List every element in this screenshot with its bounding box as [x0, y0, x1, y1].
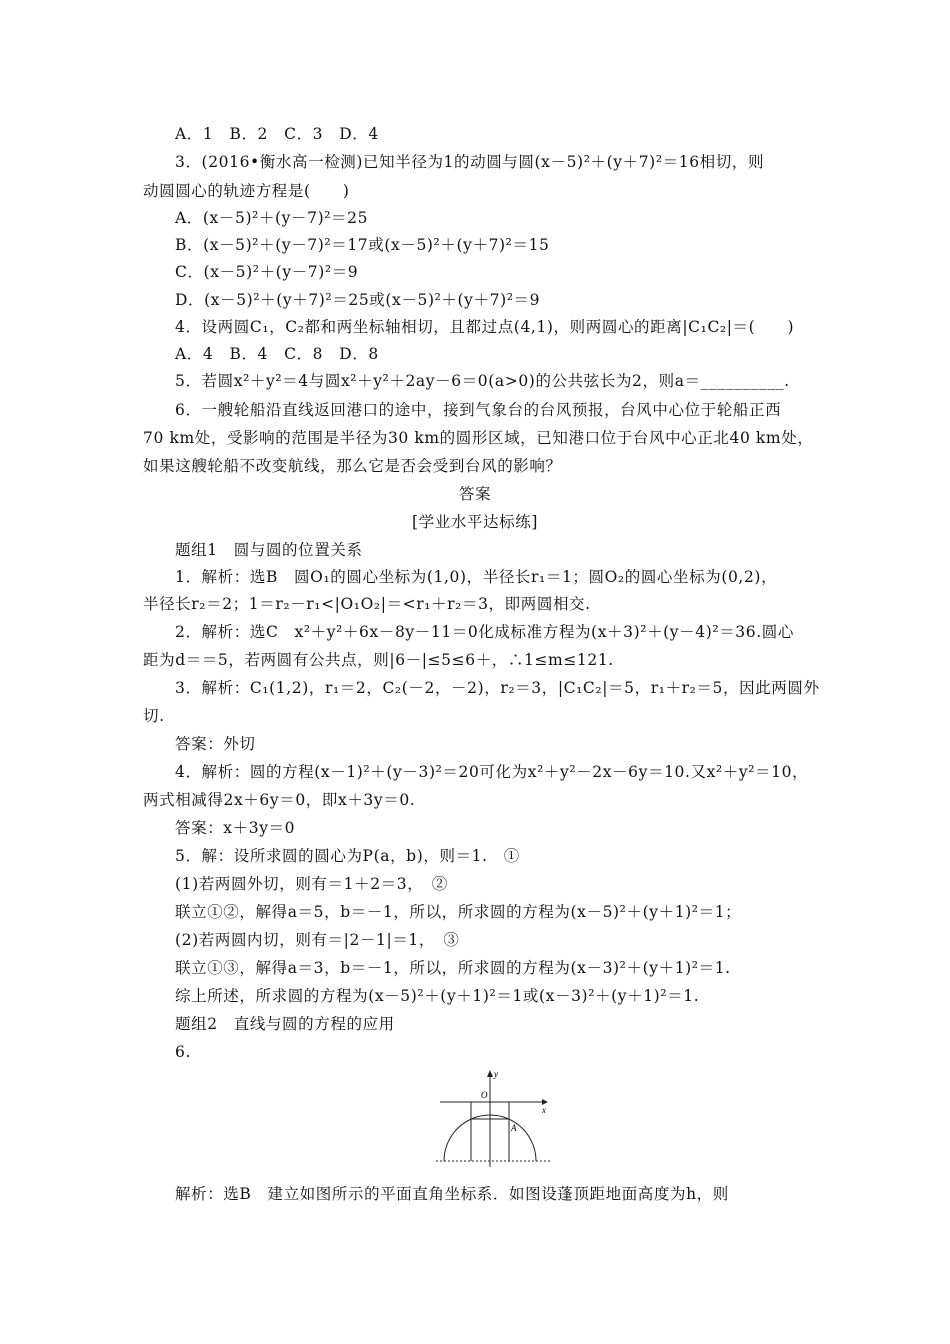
- x-axis-label: x: [542, 1105, 546, 1115]
- text-line: 切.: [143, 707, 165, 725]
- solution-6: 解析：选B 建立如图所示的平面直角坐标系．如图设蓬顶距地面高度为h，则: [175, 1185, 729, 1203]
- solution-5: 5．解：设所求圆的圆心为P(a，b)，则＝1. ①: [175, 847, 520, 865]
- origin-label: O: [481, 1090, 488, 1100]
- text-line: 联立①②，解得a＝5，b＝－1，所以，所求圆的方程为(x－5)²＋(y＋1)²＝1；: [175, 903, 742, 921]
- option-c: C．(x－5)²＋(y－7)²＝9: [175, 263, 359, 281]
- point-a-label: A: [511, 1123, 517, 1133]
- option-d: D．(x－5)²＋(y＋7)²＝25或(x－5)²＋(y＋7)²＝9: [175, 291, 541, 309]
- text-line: A．4 B．4 C．8 D．8: [175, 345, 379, 363]
- text-line: 6.: [175, 1043, 191, 1061]
- coordinate-figure: [430, 1065, 552, 1171]
- text-line: 半径长r₂＝2；1＝r₂－r₁<|O₁O₂|＝<r₁＋r₂＝3，即两圆相交.: [143, 595, 591, 613]
- section-heading: [学业水平达标练]: [412, 513, 538, 531]
- solution-1: 1．解析：选B 圆O₁的圆心坐标为(1,0)，半径长r₁＝1；圆O₂的圆心坐标为(0,2)，: [175, 568, 778, 586]
- text-line: (1)若两圆外切，则有＝1＋2＝3， ②: [175, 875, 448, 893]
- question-4-stem: 4．设两圆C₁，C₂都和两坐标轴相切，且都过点(4,1)，则两圆心的距离|C₁C₂|＝( ): [175, 318, 795, 336]
- group-heading: 题组1 圆与圆的位置关系: [175, 541, 363, 559]
- group-heading: 题组2 直线与圆的方程的应用: [175, 1015, 395, 1033]
- solution-4: 4．解析：圆的方程(x－1)²＋(y－3)²＝20可化为x²＋y²－2x－6y＝10.又x²＋y²＝10，: [175, 763, 809, 781]
- question-5-stem: 5．若圆x²＋y²＝4与圆x²＋y²＋2ay－6＝0(a>0)的公共弦长为2，则a＝__________.: [175, 372, 790, 390]
- text-line: 如果这艘轮船不改变航线，那么它是否会受到台风的影响？: [143, 457, 562, 475]
- answer-line: 答案：外切: [175, 735, 256, 753]
- answer-line: 答案：x＋3y＝0: [175, 819, 296, 837]
- y-axis-label: y: [494, 1069, 498, 1079]
- option-b: B．(x－5)²＋(y－7)²＝17或(x－5)²＋(y＋7)²＝15: [175, 236, 550, 254]
- text-line: 距为d＝＝5，若两圆有公共点，则|6－|≤5≤6＋，∴1≤m≤121.: [143, 651, 614, 669]
- text-line: 动圆圆心的轨迹方程是( ): [143, 182, 350, 200]
- text-line: 联立①③，解得a＝3，b＝－1，所以，所求圆的方程为(x－3)²＋(y＋1)²＝1.: [175, 959, 731, 977]
- text-line: 两式相减得2x＋6y＝0，即x＋3y＝0.: [143, 791, 416, 809]
- solution-2: 2．解析：选C x²＋y²＋6x－8y－11＝0化成标准方程为(x＋3)²＋(y－4)²＝36.圆心: [175, 623, 794, 641]
- question-6-stem: 6．一艘轮船沿直线返回港口的途中，接到气象台的台风预报，台风中心位于轮船正西: [175, 401, 782, 419]
- solution-3: 3．解析：C₁(1,2)，r₁＝2，C₂(－2，－2)，r₂＝3，|C₁C₂|＝5，r₁＋r₂＝5，因此两圆外: [175, 679, 820, 697]
- text-line: (2)若两圆内切，则有＝|2－1|＝1， ③: [175, 931, 460, 949]
- option-a: A．(x－5)²＋(y－7)²＝25: [175, 209, 369, 227]
- text-line: A．1 B．2 C．3 D．4: [175, 125, 379, 143]
- text-line: 70 km处，受影响的范围是半径为30 km的圆形区域，已知港口位于台风中心正北40 km处，: [143, 429, 814, 447]
- text-line: 综上所述，所求圆的方程为(x－5)²＋(y＋1)²＝1或(x－3)²＋(y＋1)²＝1.: [175, 987, 700, 1005]
- answer-heading: 答案: [458, 485, 492, 503]
- question-3-stem: 3．(2016•衡水高一检测)已知半径为1的动圆与圆(x－5)²＋(y＋7)²＝16相切，则: [175, 153, 765, 171]
